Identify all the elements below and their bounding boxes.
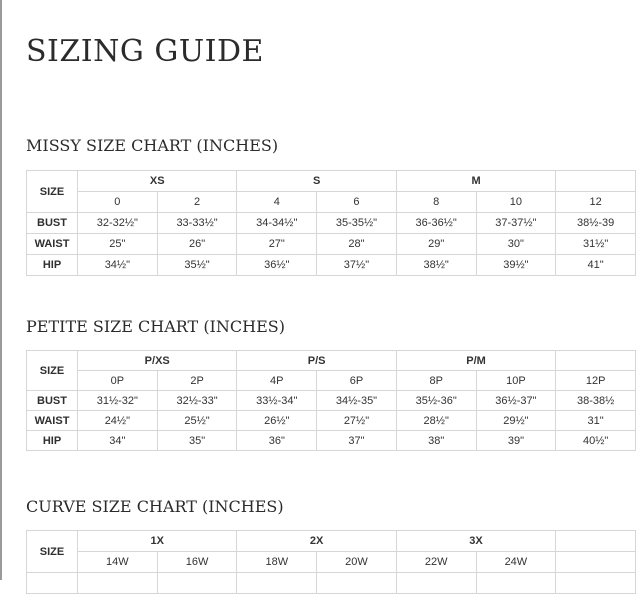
table-row <box>27 391 636 411</box>
table-cell: 40½" <box>556 431 636 451</box>
size-number: 16W <box>157 552 237 573</box>
table-cell: 37½" <box>317 255 397 276</box>
table-size-row <box>27 371 636 391</box>
size-number: 6 <box>317 192 397 213</box>
missy-size-table <box>26 170 636 276</box>
table-cell <box>317 573 397 594</box>
table-cell: 25" <box>78 234 158 255</box>
size-number: 24W <box>476 552 556 573</box>
size-number: 4 <box>237 192 317 213</box>
table-cell: 25½" <box>157 411 237 431</box>
table-header-row <box>27 171 636 192</box>
page-edge <box>0 0 2 580</box>
measurement-label: WAIST <box>27 411 78 431</box>
table-cell: 35½-36" <box>396 391 476 411</box>
size-group-header: M <box>396 171 555 192</box>
table-cell: 38½" <box>396 255 476 276</box>
table-row <box>27 573 636 594</box>
table-cell: 30" <box>476 234 556 255</box>
table-cell: 31½-32" <box>78 391 158 411</box>
missy-size-table-container <box>26 170 615 276</box>
table-cell <box>237 573 317 594</box>
table-cell: 32½-33" <box>157 391 237 411</box>
table-cell: 34½-35" <box>317 391 397 411</box>
petite-size-table-container <box>26 350 615 458</box>
table-cell: 38½-39 <box>556 213 636 234</box>
table-cell: 26½" <box>237 411 317 431</box>
size-group-header <box>556 171 636 192</box>
size-header: SIZE <box>27 531 78 573</box>
table-cell <box>78 573 158 594</box>
size-group-header: S <box>237 171 396 192</box>
table-size-row <box>27 552 636 573</box>
size-number: 18W <box>237 552 317 573</box>
table-header-row <box>27 351 636 371</box>
table-row <box>27 213 636 234</box>
size-group-header <box>556 531 636 552</box>
table-cell: 29½" <box>476 411 556 431</box>
table-cell: 34½" <box>78 255 158 276</box>
missy-chart-heading: MISSY SIZE CHART (INCHES) <box>26 136 279 155</box>
measurement-label <box>27 573 78 594</box>
size-number: 0 <box>78 192 158 213</box>
size-number: 10 <box>476 192 556 213</box>
size-group-header: 1X <box>78 531 237 552</box>
table-row <box>27 234 636 255</box>
table-cell: 24½" <box>78 411 158 431</box>
table-row <box>27 431 636 451</box>
table-cell: 35" <box>157 431 237 451</box>
table-cell: 29" <box>396 234 476 255</box>
measurement-label: WAIST <box>27 234 78 255</box>
table-cell: 37" <box>317 431 397 451</box>
table-cell <box>396 573 476 594</box>
curve-size-table-container <box>26 530 580 580</box>
table-size-row <box>27 192 636 213</box>
table-cell: 36½-37" <box>476 391 556 411</box>
petite-size-table <box>26 350 636 451</box>
size-number: 2 <box>157 192 237 213</box>
size-group-header: P/XS <box>78 351 237 371</box>
size-number: 8P <box>396 371 476 391</box>
table-cell: 27½" <box>317 411 397 431</box>
curve-chart-heading: CURVE SIZE CHART (INCHES) <box>26 497 284 516</box>
size-group-header: XS <box>78 171 237 192</box>
measurement-label: BUST <box>27 391 78 411</box>
curve-size-table <box>26 530 636 594</box>
size-number: 2P <box>157 371 237 391</box>
table-cell: 31½" <box>556 234 636 255</box>
size-number: 22W <box>396 552 476 573</box>
measurement-label: BUST <box>27 213 78 234</box>
table-cell: 28" <box>317 234 397 255</box>
table-cell: 38" <box>396 431 476 451</box>
table-cell: 36-36½" <box>396 213 476 234</box>
size-number: 6P <box>317 371 397 391</box>
table-cell: 37-37½" <box>476 213 556 234</box>
table-row <box>27 255 636 276</box>
size-number: 8 <box>396 192 476 213</box>
size-group-header: 3X <box>396 531 555 552</box>
table-cell <box>157 573 237 594</box>
size-number: 4P <box>237 371 317 391</box>
measurement-label: HIP <box>27 431 78 451</box>
petite-chart-heading: PETITE SIZE CHART (INCHES) <box>26 317 285 336</box>
size-group-header <box>556 351 636 371</box>
table-cell: 39" <box>476 431 556 451</box>
table-cell: 41" <box>556 255 636 276</box>
size-number <box>556 552 636 573</box>
size-header: SIZE <box>27 171 78 213</box>
table-cell <box>556 573 636 594</box>
table-cell: 38-38½ <box>556 391 636 411</box>
size-number: 10P <box>476 371 556 391</box>
table-cell: 36½" <box>237 255 317 276</box>
table-row <box>27 411 636 431</box>
size-group-header: 2X <box>237 531 396 552</box>
table-cell <box>476 573 556 594</box>
table-cell: 26" <box>157 234 237 255</box>
size-group-header: P/S <box>237 351 396 371</box>
table-cell: 31" <box>556 411 636 431</box>
size-number: 12P <box>556 371 636 391</box>
size-group-header: P/M <box>396 351 555 371</box>
size-number: 12 <box>556 192 636 213</box>
table-header-row <box>27 531 636 552</box>
table-cell: 34" <box>78 431 158 451</box>
table-cell: 35½" <box>157 255 237 276</box>
size-number: 14W <box>78 552 158 573</box>
table-cell: 27" <box>237 234 317 255</box>
table-cell: 32-32½" <box>78 213 158 234</box>
table-cell: 35-35½" <box>317 213 397 234</box>
size-number: 0P <box>78 371 158 391</box>
table-cell: 36" <box>237 431 317 451</box>
table-cell: 28½" <box>396 411 476 431</box>
table-cell: 33½-34" <box>237 391 317 411</box>
size-header: SIZE <box>27 351 78 391</box>
table-cell: 39½" <box>476 255 556 276</box>
size-number: 20W <box>317 552 397 573</box>
table-cell: 33-33½" <box>157 213 237 234</box>
table-cell: 34-34½" <box>237 213 317 234</box>
measurement-label: HIP <box>27 255 78 276</box>
page-title: SIZING GUIDE <box>26 34 264 69</box>
